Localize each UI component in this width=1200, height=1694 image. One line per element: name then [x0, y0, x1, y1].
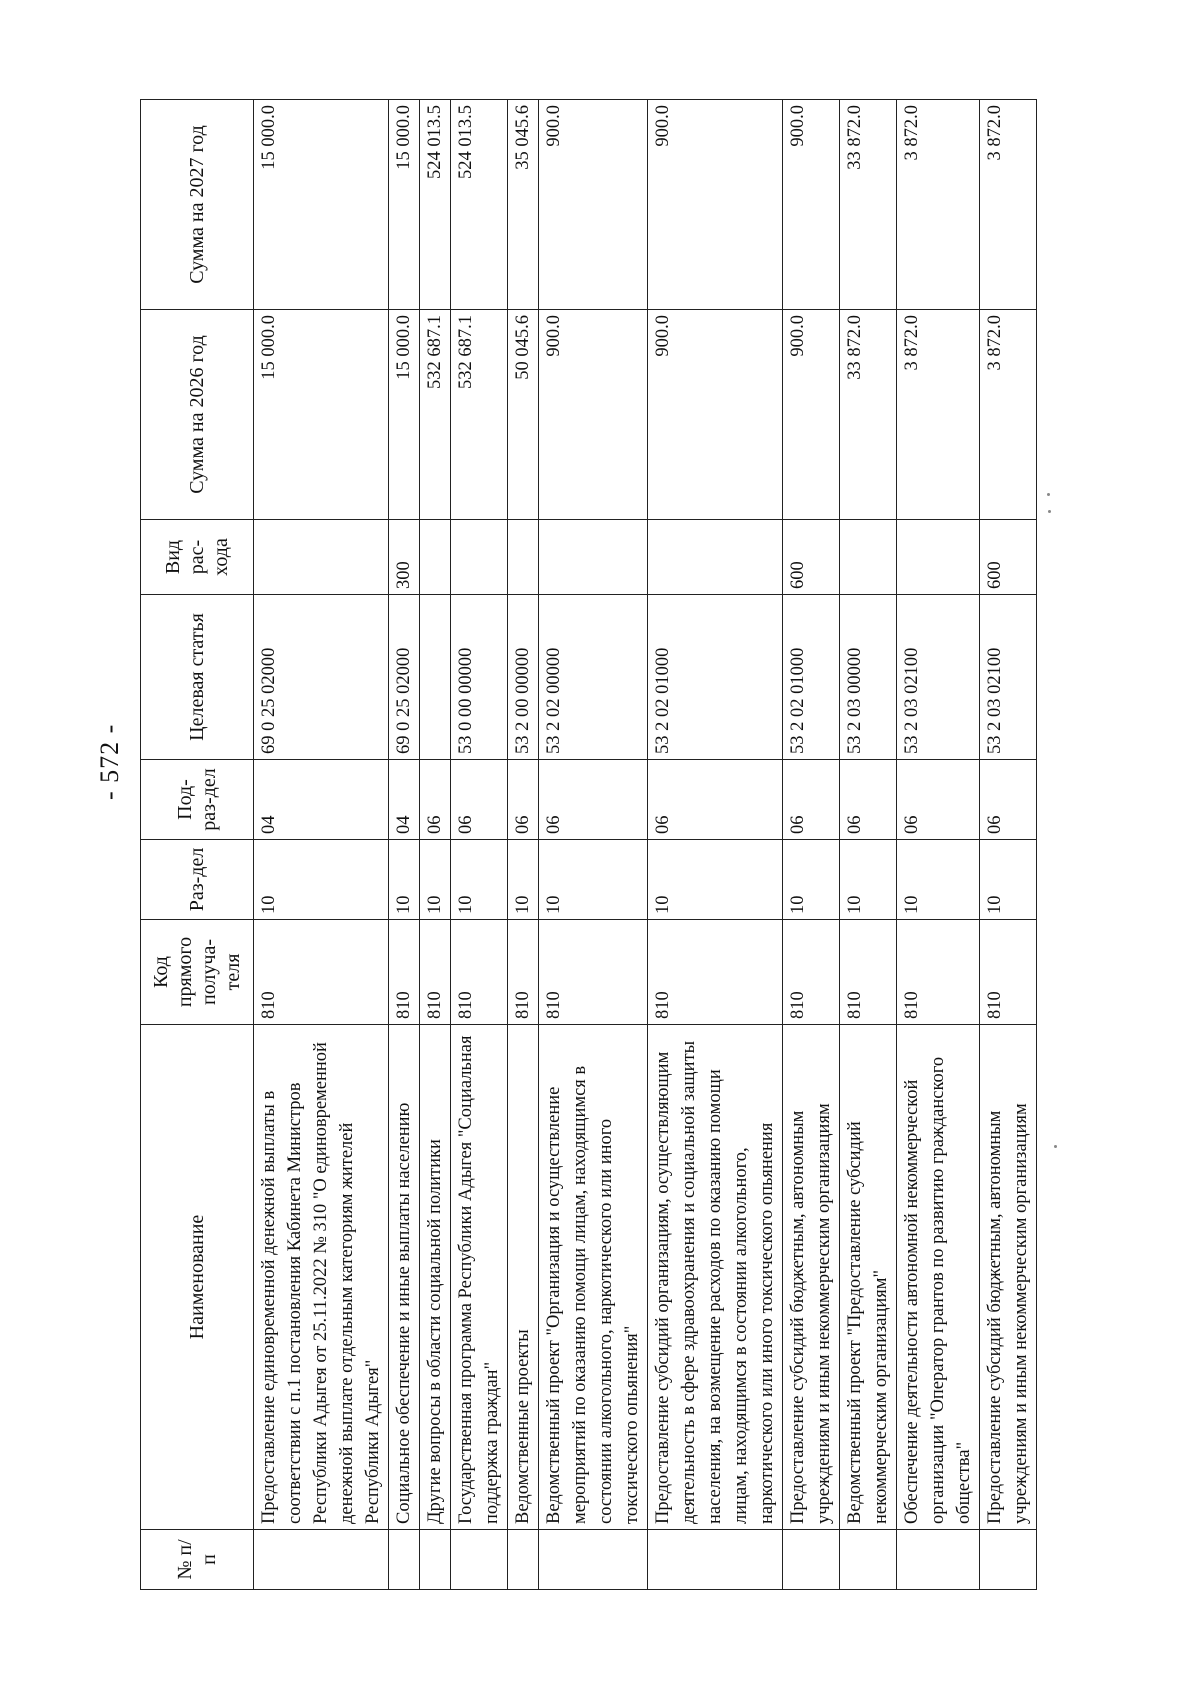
cell-expense-type: [451, 520, 508, 595]
table-row: [897, 100, 980, 1590]
cell-recipient-code: 810: [389, 920, 420, 1025]
cell-sum-2027: 3 872.0: [980, 100, 1037, 310]
cell-sum-2027: 900.0: [648, 100, 783, 310]
cell-recipient-code: 810: [980, 920, 1037, 1025]
cell-no: [254, 1530, 389, 1590]
cell-sum-2026: 3 872.0: [980, 310, 1037, 520]
cell-target-article: 53 2 00 00000: [508, 595, 539, 760]
cell-section: 10: [980, 840, 1037, 920]
header-name: Наименование: [141, 1025, 254, 1530]
table-row: [389, 100, 420, 1590]
scan-speck: [1047, 493, 1050, 496]
cell-recipient-code: 810: [254, 920, 389, 1025]
cell-subsection: 04: [254, 760, 389, 840]
cell-subsection: 06: [783, 760, 840, 840]
cell-section: 10: [508, 840, 539, 920]
cell-name: Ведомственный проект "Предоставление субсидий некоммерческим организациям": [840, 1025, 897, 1530]
cell-expense-type: 600: [980, 520, 1037, 595]
cell-sum-2027: 900.0: [539, 100, 648, 310]
cell-sum-2027: 15 000.0: [254, 100, 389, 310]
header-section: Раз-дел: [141, 840, 254, 920]
cell-no: [783, 1530, 840, 1590]
cell-section: 10: [420, 840, 451, 920]
cell-no: [980, 1530, 1037, 1590]
cell-name: Предоставление субсидий бюджетным, автономным учреждениям и иным некоммерческим организациям: [783, 1025, 840, 1530]
cell-no: [897, 1530, 980, 1590]
cell-sum-2027: 524 013.5: [420, 100, 451, 310]
cell-target-article: 69 0 25 02000: [254, 595, 389, 760]
cell-sum-2026: 3 872.0: [897, 310, 980, 520]
scan-speck: [1048, 510, 1051, 513]
cell-name: Социальное обеспечение и иные выплаты населению: [389, 1025, 420, 1530]
cell-no: [420, 1530, 451, 1590]
cell-no: [508, 1530, 539, 1590]
cell-no: [389, 1530, 420, 1590]
cell-expense-type: 300: [389, 520, 420, 595]
cell-expense-type: [508, 520, 539, 595]
header-sum-2027: Сумма на 2027 год: [141, 100, 254, 310]
cell-subsection: 06: [420, 760, 451, 840]
cell-target-article: 53 2 03 02100: [980, 595, 1037, 760]
cell-sum-2027: 900.0: [783, 100, 840, 310]
cell-name: Предоставление единовременной денежной выплаты в соответствии с п.1 постановления Кабинета Министров Республики Адыгея от 25.11.2022 № 310 "О единовременной денежной выплате отдельным категориям жителей Республики Адыгея": [254, 1025, 389, 1530]
cell-recipient-code: 810: [420, 920, 451, 1025]
cell-expense-type: 600: [783, 520, 840, 595]
cell-recipient-code: 810: [539, 920, 648, 1025]
table-header: [141, 100, 254, 1590]
cell-no: [840, 1530, 897, 1590]
table-row: [539, 100, 648, 1590]
cell-target-article: 69 0 25 02000: [389, 595, 420, 760]
scan-speck: [1054, 1145, 1057, 1148]
table-body: [254, 100, 1037, 1590]
cell-section: 10: [389, 840, 420, 920]
budget-table: [140, 99, 1037, 1590]
cell-section: 10: [254, 840, 389, 920]
cell-target-article: 53 2 02 01000: [648, 595, 783, 760]
cell-target-article: [420, 595, 451, 760]
cell-recipient-code: 810: [783, 920, 840, 1025]
cell-expense-type: [897, 520, 980, 595]
table-row: [648, 100, 783, 1590]
cell-recipient-code: 810: [508, 920, 539, 1025]
table-row: [980, 100, 1037, 1590]
cell-expense-type: [648, 520, 783, 595]
table-row: [451, 100, 508, 1590]
cell-subsection: 06: [897, 760, 980, 840]
cell-recipient-code: 810: [897, 920, 980, 1025]
cell-recipient-code: 810: [840, 920, 897, 1025]
header-recipient-code: Код прямого получа-теля: [141, 920, 254, 1025]
cell-no: [451, 1530, 508, 1590]
cell-subsection: 06: [508, 760, 539, 840]
cell-target-article: 53 0 00 00000: [451, 595, 508, 760]
cell-no: [539, 1530, 648, 1590]
cell-sum-2027: 35 045.6: [508, 100, 539, 310]
cell-expense-type: [840, 520, 897, 595]
cell-sum-2027: 33 872.0: [840, 100, 897, 310]
cell-sum-2027: 15 000.0: [389, 100, 420, 310]
header-expense-type: Вид рас-хода: [141, 520, 254, 595]
cell-sum-2026: 33 872.0: [840, 310, 897, 520]
cell-name: Предоставление субсидий бюджетным, автономным учреждениям и иным некоммерческим организациям: [980, 1025, 1037, 1530]
cell-sum-2026: 900.0: [648, 310, 783, 520]
header-no: № п/п: [141, 1530, 254, 1590]
header-subsection: Под-раз-дел: [141, 760, 254, 840]
cell-expense-type: [420, 520, 451, 595]
cell-section: 10: [648, 840, 783, 920]
table-row: [508, 100, 539, 1590]
cell-name: Ведомственные проекты: [508, 1025, 539, 1530]
header-sum-2026: Сумма на 2026 год: [141, 310, 254, 520]
cell-sum-2027: 3 872.0: [897, 100, 980, 310]
cell-section: 10: [451, 840, 508, 920]
cell-expense-type: [254, 520, 389, 595]
cell-name: Обеспечение деятельности автономной некоммерческой организации "Оператор грантов по развитию гражданского общества": [897, 1025, 980, 1530]
cell-expense-type: [539, 520, 648, 595]
cell-subsection: 04: [389, 760, 420, 840]
cell-section: 10: [783, 840, 840, 920]
cell-subsection: 06: [840, 760, 897, 840]
cell-name: Ведомственный проект "Организация и осуществление мероприятий по оказанию помощи лицам, находящимся в состоянии алкогольного, наркотического или иного токсического опьянения": [539, 1025, 648, 1530]
cell-name: Другие вопросы в области социальной политики: [420, 1025, 451, 1530]
cell-sum-2026: 532 687.1: [451, 310, 508, 520]
cell-subsection: 06: [451, 760, 508, 840]
cell-sum-2026: 532 687.1: [420, 310, 451, 520]
cell-recipient-code: 810: [648, 920, 783, 1025]
cell-target-article: 53 2 03 00000: [840, 595, 897, 760]
cell-no: [648, 1530, 783, 1590]
header-target-article: Целевая статья: [141, 595, 254, 760]
cell-target-article: 53 2 02 01000: [783, 595, 840, 760]
cell-section: 10: [539, 840, 648, 920]
cell-name: Предоставление субсидий организациям, осуществляющим деятельность в сфере здравоохранения и социальной защиты населения, на возмещение расходов по оказанию помощи лицам, находящимся в состоянии алкогольного, наркотического или иного токсического опьянения: [648, 1025, 783, 1530]
cell-section: 10: [897, 840, 980, 920]
cell-sum-2026: 15 000.0: [254, 310, 389, 520]
cell-subsection: 06: [980, 760, 1037, 840]
table-row: [254, 100, 389, 1590]
table-row: [420, 100, 451, 1590]
cell-target-article: 53 2 02 00000: [539, 595, 648, 760]
cell-recipient-code: 810: [451, 920, 508, 1025]
cell-subsection: 06: [539, 760, 648, 840]
table-row: [783, 100, 840, 1590]
cell-subsection: 06: [648, 760, 783, 840]
cell-sum-2026: 15 000.0: [389, 310, 420, 520]
cell-target-article: 53 2 03 02100: [897, 595, 980, 760]
cell-sum-2026: 50 045.6: [508, 310, 539, 520]
cell-sum-2027: 524 013.5: [451, 100, 508, 310]
cell-section: 10: [840, 840, 897, 920]
cell-sum-2026: 900.0: [783, 310, 840, 520]
cell-name: Государственная программа Республики Адыгея "Социальная поддержка граждан": [451, 1025, 508, 1530]
table-row: [840, 100, 897, 1590]
page-number: - 572 -: [95, 723, 124, 800]
budget-table-rotated: [140, 100, 1060, 1590]
cell-sum-2026: 900.0: [539, 310, 648, 520]
